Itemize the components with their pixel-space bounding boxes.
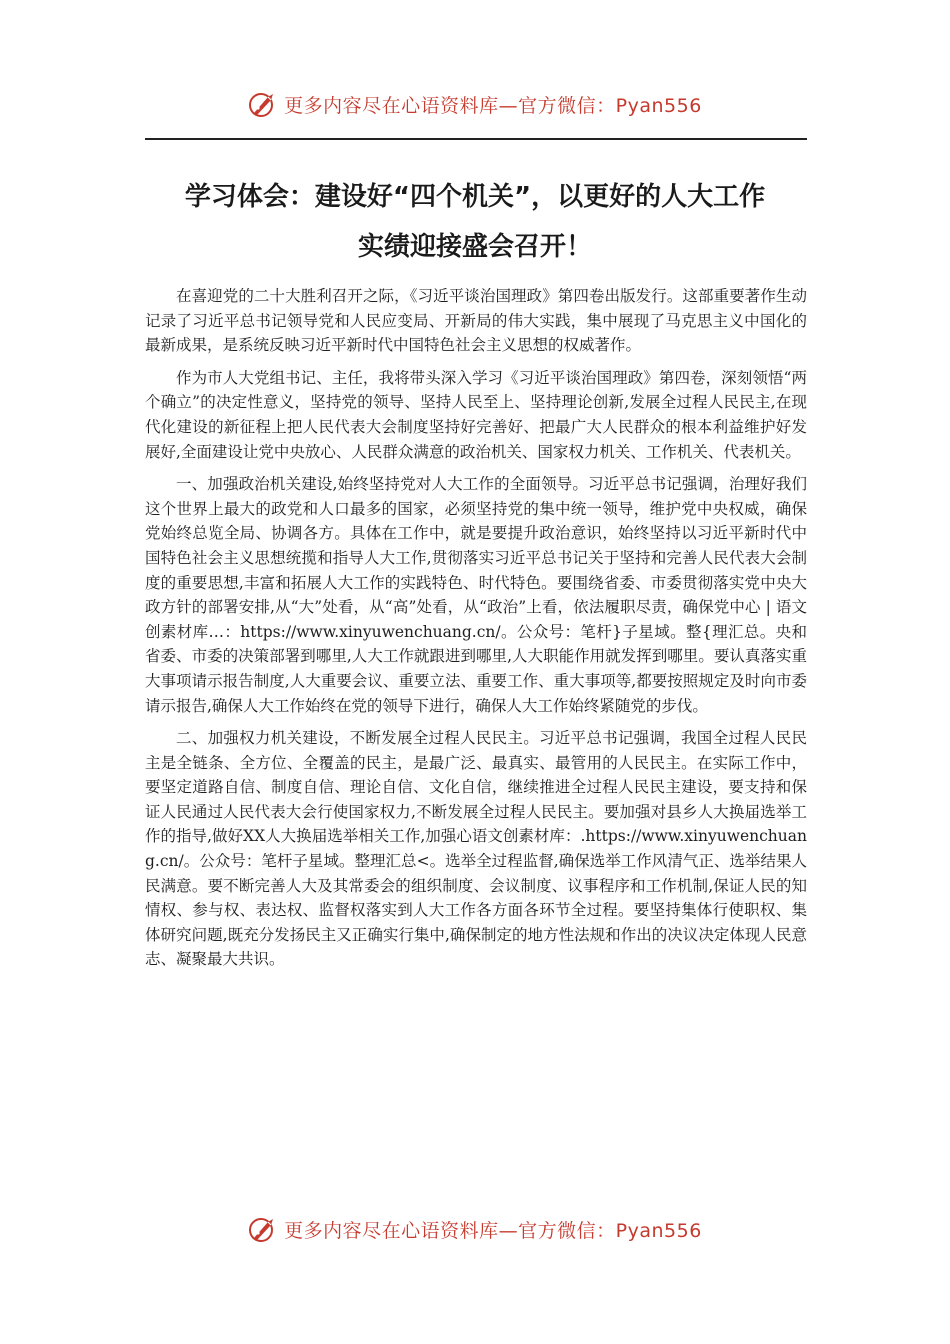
footer-banner-text: 更多内容尽在心语资料库—官方微信：Pyan556: [284, 1219, 702, 1242]
header-divider: [145, 138, 807, 140]
pen-nib-logo-icon: [248, 1214, 278, 1244]
article-paragraph: 二、加强权力机关建设，不断发展全过程人民民主。习近平总书记强调，我国全过程人民民主是全链条、全方位、全覆盖的民主，是最广泛、最真实、最管用的人民民主。在实际工作中，要坚定道路自信、制度自信、理论自信、文化自信，继续推进全过程人民民主建设，要支持和保证人民通过人民代表大会行使国家权力,不断发展全过程人民民主。要加强对县乡人大换届选举工作的指导,做好XX人大换届选举相关工作,加强心语文创素材库：.https://www.xinyuwenchuang.cn/。公众号：笔杆子星域。整理汇总<。选举全过程监督,确保选举工作风清气正、选举结果人民满意。要不断完善人大及其常委会的组织制度、会议制度、议事程序和工作机制,保证人民的知情权、参与权、表达权、监督权落实到人大工作各方面各环节全过程。要坚持集体行使职权、集体研究问题,既充分发扬民主又正确实行集中,确保制定的地方性法规和作出的决议决定体现人民意志、凝聚最大共识。: [145, 729, 807, 969]
article-body: [145, 284, 807, 980]
article-paragraph: 在喜迎党的二十大胜利召开之际，《习近平谈治国理政》第四卷出版发行。这部重要著作生动记录了习近平总书记领导党和人民应变局、开新局的伟大实践，集中展现了马克思主义中国化的最新成果，是系统反映习近平新时代中国特色社会主义思想的权威著作。: [145, 287, 807, 355]
article-title-line-2: 实绩迎接盛会召开！: [357, 232, 592, 262]
pen-nib-logo-icon: [248, 89, 278, 119]
footer-banner: [0, 1209, 950, 1249]
header-banner: [0, 84, 950, 124]
article-title-line-1: 学习体会：建设好“四个机关”，以更好的人大工作: [184, 182, 766, 212]
article-paragraph: 作为市人大党组书记、主任，我将带头深入学习《习近平谈治国理政》第四卷，深刻领悟“两个确立”的决定性意义，坚持党的领导、坚持人民至上、坚持理论创新,发展全过程人民民主,在现代化建设的新征程上把人民代表大会制度坚持好完善好、把最广大人民群众的根本利益维护好发展好,全面建设让党中央放心、人民群众满意的政治机关、国家权力机关、工作机关、代表机关。: [145, 368, 807, 461]
article-paragraph: 一、加强政治机关建设,始终坚持党对人大工作的全面领导。习近平总书记强调，治理好我们这个世界上最大的政党和人口最多的国家，必须坚持党的集中统一领导，维护党中央权威，确保党始终总览全局、协调各方。具体在工作中，就是要提升政治意识，始终坚持以习近平新时代中国特色社会主义思想统揽和指导人大工作,贯彻落实习近平总书记关于坚持和完善人民代表大会制度的重要思想,丰富和拓展人大工作的实践特色、时代特色。要围绕省委、市委贯彻落实党中央大政方针的部署安排,从“大”处看，从“高”处看，从“政治”上看，依法履职尽责，确保党中心 | 语文创素材库…：https://www.xinyuwenchuang.cn/。公众号：笔杆}子星域。整{理汇总。央和省委、市委的决策部署到哪里,人大工作就跟进到哪里,人大职能作用就发挥到哪里。要认真落实重大事项请示报告制度,人大重要会议、重要立法、重要工作、重大事项等,都要按照规定及时向市委请示报告,确保人大工作始终在党的领导下进行，确保人大工作始终紧随党的步伐。: [145, 475, 807, 715]
header-banner-text: 更多内容尽在心语资料库—官方微信：Pyan556: [284, 94, 702, 117]
article-title: [100, 172, 850, 272]
